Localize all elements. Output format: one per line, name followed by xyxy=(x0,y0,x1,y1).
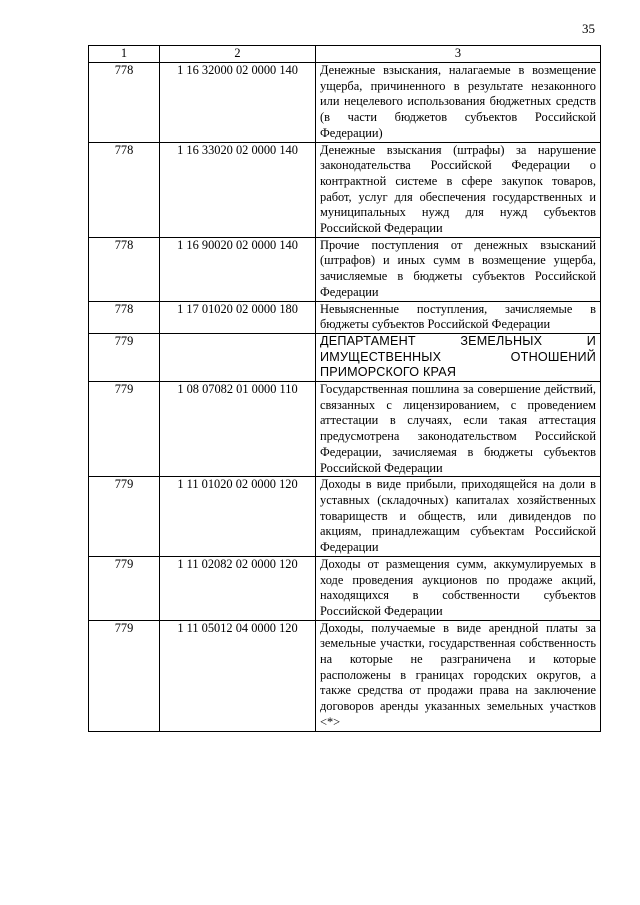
table-row xyxy=(89,556,601,620)
table-row-department xyxy=(89,333,601,381)
page-number: 35 xyxy=(582,21,595,36)
description-cell: Доходы, получаемые в виде арендной платы за земельные участки, государственная собственность на которые не разграничена и которые расположены в границах городских округов, а также средства от продажи права на заключение договоров аренды указанных земельных участков <*> xyxy=(316,620,601,731)
admin-code-cell: 779 xyxy=(89,333,160,381)
table-row xyxy=(89,620,601,731)
budget-revenue-table xyxy=(88,45,601,732)
table-row xyxy=(89,301,601,333)
description-cell: Государственная пошлина за совершение действий, связанных с лицензированием, с проведением аттестации в случаях, если такая аттестация предусмотрена законодательством Российской Федерации, зачисляемая в бюджеты субъектов Российской Федерации xyxy=(316,382,601,477)
table-header-row xyxy=(89,46,601,63)
admin-code-cell: 779 xyxy=(89,620,160,731)
admin-code-cell: 778 xyxy=(89,237,160,301)
column-header-1: 1 xyxy=(89,46,160,63)
admin-code-cell: 778 xyxy=(89,63,160,143)
revenue-code-cell: 1 16 32000 02 0000 140 xyxy=(160,63,316,143)
table-row xyxy=(89,477,601,557)
revenue-code-cell: 1 11 01020 02 0000 120 xyxy=(160,477,316,557)
table-row xyxy=(89,237,601,301)
revenue-code-cell: 1 08 07082 01 0000 110 xyxy=(160,382,316,477)
revenue-code-cell: 1 11 02082 02 0000 120 xyxy=(160,556,316,620)
column-header-3: 3 xyxy=(316,46,601,63)
revenue-code-cell: 1 17 01020 02 0000 180 xyxy=(160,301,316,333)
description-cell: Доходы от размещения сумм, аккумулируемых в ходе проведения аукционов по продаже акций, находящихся в собственности субъектов Российской Федерации xyxy=(316,556,601,620)
description-cell: Невыясненные поступления, зачисляемые в бюджеты субъектов Российской Федерации xyxy=(316,301,601,333)
table-row xyxy=(89,63,601,143)
admin-code-cell: 779 xyxy=(89,477,160,557)
description-cell: Денежные взыскания, налагаемые в возмещение ущерба, причиненного в результате незаконного или нецелевого использования бюджетных средств (в части бюджетов субъектов Российской Федерации) xyxy=(316,63,601,143)
table-row xyxy=(89,382,601,477)
description-cell: Денежные взыскания (штрафы) за нарушение законодательства Российской Федерации о контрактной системе в сфере закупок товаров, работ, услуг для обеспечения государственных и муниципальных нужд для нужд субъектов Российской Федерации xyxy=(316,142,601,237)
revenue-code-cell: 1 16 90020 02 0000 140 xyxy=(160,237,316,301)
description-cell: Доходы в виде прибыли, приходящейся на доли в уставных (складочных) капиталах хозяйственных товариществ и обществ, или дивидендов по акциям, принадлежащим субъектам Российской Федерации xyxy=(316,477,601,557)
department-name-cell: ДЕПАРТАМЕНТ ЗЕМЕЛЬНЫХ И ИМУЩЕСТВЕННЫХ ОТНОШЕНИЙ ПРИМОРСКОГО КРАЯ xyxy=(316,333,601,381)
description-cell: Прочие поступления от денежных взысканий (штрафов) и иных сумм в возмещение ущерба, зачисляемые в бюджеты субъектов Российской Федерации xyxy=(316,237,601,301)
admin-code-cell: 779 xyxy=(89,556,160,620)
column-header-2: 2 xyxy=(160,46,316,63)
admin-code-cell: 778 xyxy=(89,142,160,237)
revenue-code-cell: 1 11 05012 04 0000 120 xyxy=(160,620,316,731)
admin-code-cell: 779 xyxy=(89,382,160,477)
revenue-code-cell xyxy=(160,333,316,381)
table-row xyxy=(89,142,601,237)
admin-code-cell: 778 xyxy=(89,301,160,333)
revenue-code-cell: 1 16 33020 02 0000 140 xyxy=(160,142,316,237)
